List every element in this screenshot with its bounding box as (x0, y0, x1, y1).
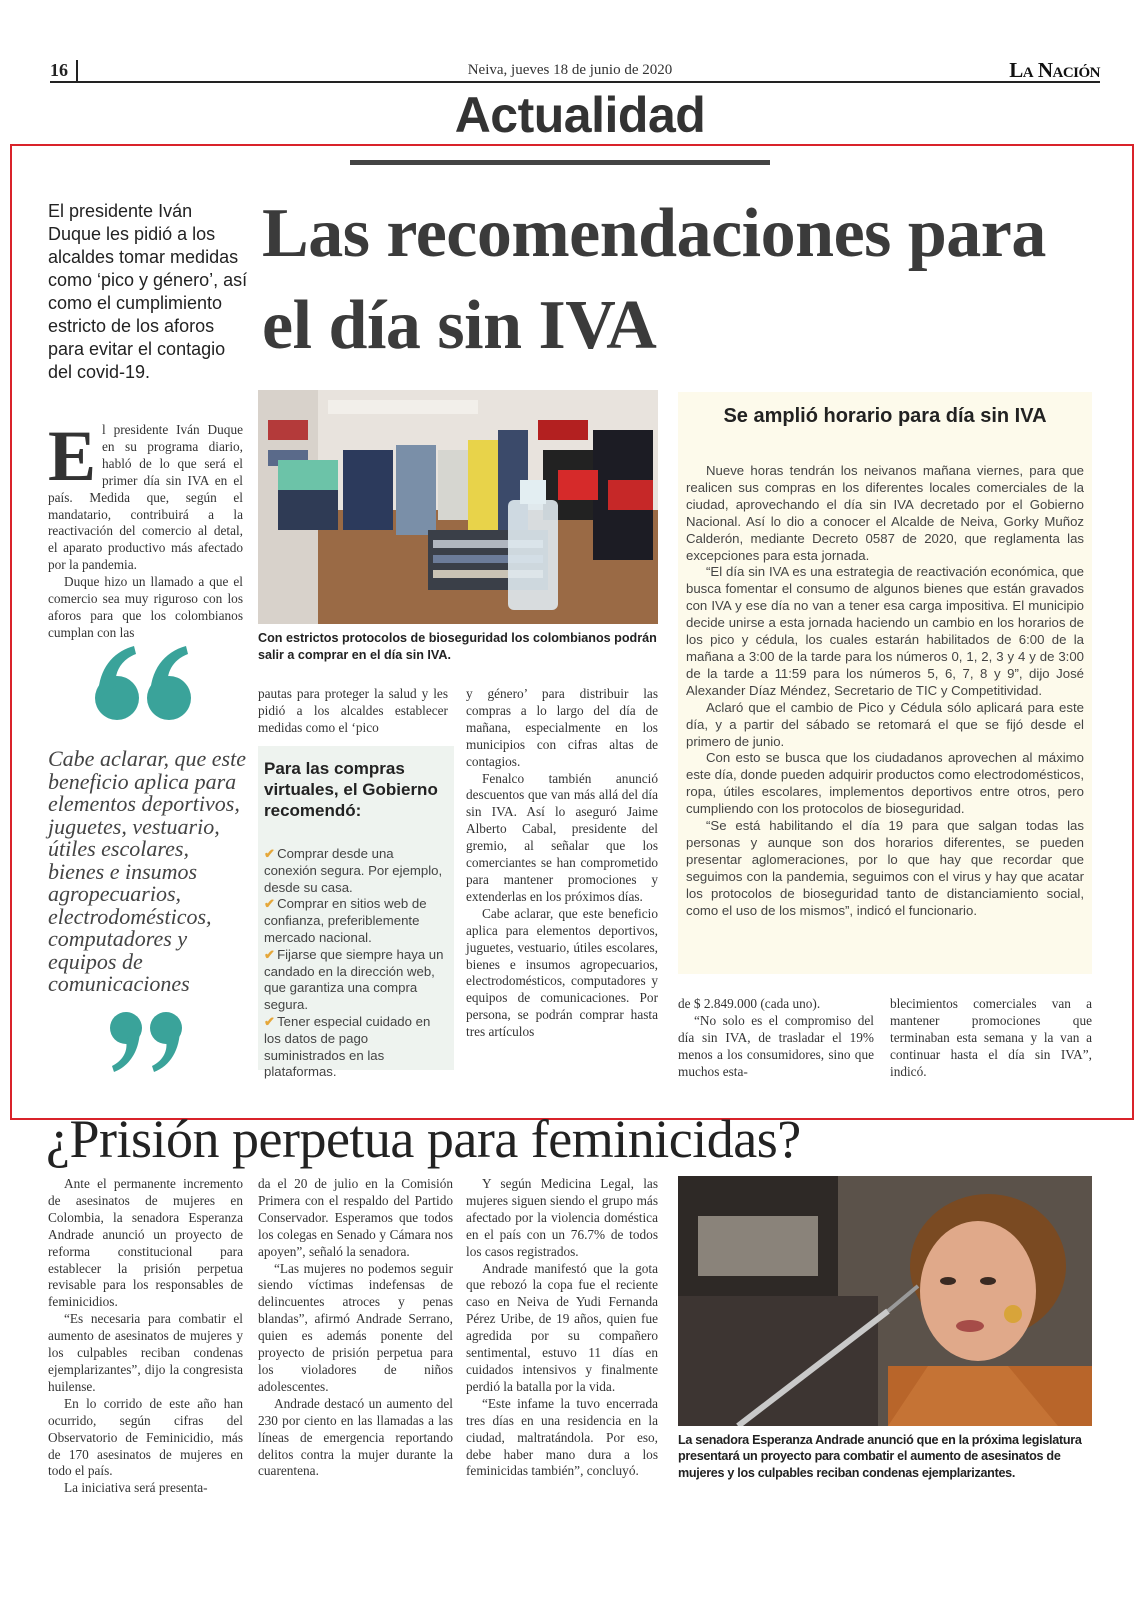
store-photo (258, 390, 658, 624)
paragraph: blecimientos comerciales van a mantener promociones que terminaban esta semana y la van a continuar hasta el día sin IVA”, indicó. (890, 996, 1092, 1079)
paragraph: Andrade destacó un aumento del 230 por ciento en las llamadas a las líneas de emergencia reportando delitos contra la mujer durante la cuarentena. (258, 1395, 453, 1479)
article2-column-1 (48, 1176, 243, 1497)
check-icon: ✔ (264, 896, 276, 912)
check-icon: ✔ (264, 946, 276, 962)
paragraph: de $ 2.849.000 (cada uno). (678, 996, 821, 1011)
check-icon: ✔ (264, 846, 276, 861)
paragraph: Cabe aclarar, que este beneficio aplica para elementos deportivos, juguetes, vestuario, útiles escolares, bienes e insumos agropecuarios, electrodomésticos, computadores y equipos de comunicaciones. Por persona, se podrán comprar hasta tres artículos (466, 905, 658, 1040)
paragraph: y género’ para distribuir las compras a lo largo del día de mañana, especialmente en los municipios con cifras altas de contagios. (466, 686, 658, 769)
article-column-2 (258, 686, 448, 737)
article-column-1 (48, 416, 243, 642)
senator-photo (678, 1176, 1092, 1426)
article2-column-3 (466, 1176, 658, 1480)
paragraph: “Es necesaria para combatir el aumento de asesinatos de mujeres y los culpables reciban condenas ejemplarizantes”, dijo la congresista huilense. (48, 1311, 243, 1394)
check-icon: ✔ (264, 1013, 276, 1029)
article2-column-2 (258, 1176, 453, 1480)
list-item: ✔ Fijarse que siempre haya un candado en la dirección web, que garantiza una compra segura. (264, 946, 444, 1013)
header-rule (50, 81, 1100, 83)
paragraph: Aclaró que el cambio de Pico y Cédula sólo aplicará para este día, y a partir del sábado se retomará el que se fijó desde el primero de junio. (686, 699, 1084, 749)
paragraph: En lo corrido de este año han ocurrido, según cifras del Observatorio de Feminicidio, más de 170 asesinatos de mujeres en todo el país. (48, 1395, 243, 1479)
page-number-divider (76, 60, 78, 82)
list-item: ✔ Comprar en sitios web de confianza, preferiblemente mercado nacional. (264, 896, 427, 945)
masthead-logo: La Nación (1009, 58, 1100, 82)
photo-caption: Con estrictos protocolos de bioseguridad los colombianos podrán salir a comprar en el día sin IVA. (258, 631, 657, 662)
paragraph: Nueve horas tendrán los neivanos mañana viernes, para que realicen sus compras en los diferentes locales comerciales de la ciudad, aprovechando el día sin IVA decretado por el Gobierno Nacional. Así lo dio a conocer el Alcalde de Neiva, Gorky Muñoz Calderón, mediante Decreto 0587 de 2020, que reglamenta las excepciones para esta jornada. (686, 463, 1084, 563)
article-column-5 (890, 996, 1092, 1081)
article-lead: El presidente Iván Duque les pidió a los alcaldes tomar medidas como ‘pico y género’, así como el cumplimiento estricto de los aforos para evitar el contagio del covid-19. (48, 201, 248, 382)
pull-quote: Cabe aclarar, que este beneficio aplica para elementos deportivos, juguetes, vestuario, útiles escolares, bienes e insumos agropecuarios, electrodomésticos, computadores y equipos de comunicaciones (48, 746, 246, 996)
paragraph: Y según Medicina Legal, las mujeres siguen siendo el grupo más afectado por la violencia doméstica en el país con un 76.7% de todos los casos registrados. (466, 1176, 658, 1259)
dateline: Neiva, jueves 18 de junio de 2020 (467, 62, 673, 78)
paragraph: da el 20 de julio en la Comisión Primera con el respaldo del Partido Conservador. Esperamos que todos los colegas en Senado y Cámara nos apoyen”, señaló la senadora. (258, 1176, 453, 1259)
paragraph: Fenalco también anunció descuentos que van más allá del día sin IVA. Así lo aseguró Jaime Alberto Cabal, presidente del gremio, al señalar que los comerciantes se han comprometido para mantener promociones y extenderlas en los próximos días. (466, 770, 658, 904)
page-number: 16 (50, 60, 68, 80)
list-item: ✔ Tener especial cuidado en los datos de pago suministrados en las plataformas. (264, 1013, 431, 1080)
article-column-3 (466, 686, 658, 1041)
paragraph: “Este infame la tuvo encerrada tres días en una residencia en la ciudad, maltratándola. Por eso, debe haber mano dura a los feminicidas también”, concluyó. (466, 1395, 658, 1479)
sidebar-body (686, 463, 1084, 919)
paragraph: Andrade manifestó que la gota que rebozó la copa fue el reciente caso en Neiva de Yudi Fernanda Pérez Uribe, de 19 años, quien fue agredida por su compañero sentimental, estuvo 11 días en cuidados intensivos y finalmente perdió la batalla por la vida. (466, 1260, 658, 1394)
recommendation-list (264, 846, 450, 1081)
article-column-4 (678, 996, 874, 1081)
paragraph: Duque hizo un llamado a que el comercio sea muy riguroso con los aforos para que los colombianos cumplan con las (48, 574, 243, 640)
open-quote-icon (90, 640, 200, 730)
paragraph: pautas para proteger la salud y les pidió a los alcaldes establecer medidas como el ‘pico (258, 686, 448, 735)
sidebar-title: Se amplió horario para día sin IVA (723, 405, 1047, 427)
recommendation-title: Para las compras virtuales, el Gobierno recomendó: (264, 759, 438, 820)
drop-cap: E (48, 416, 97, 496)
article2-title: ¿Prisión perpetua para feminicidas? (46, 1109, 801, 1169)
paragraph: “Las mujeres no podemos seguir siendo víctimas indefensas de delincuentes atroces y penas blandas”, afirmó Andrade Serrano, quien es además ponente del proyecto de prisión perpetua para los violadores de niños adolescentes. (258, 1260, 453, 1394)
list-item: ✔ Comprar desde una conexión segura. Por ejemplo, desde su casa. (264, 846, 443, 895)
paragraph: “El día sin IVA es una estrategia de reactivación económica, que busca fomentar el consumo de algunos bienes que están gravados con IVA y ese día no van a tener esa carga impositiva. El municipio decide unirse a esta jornada haciendo un cambio en los horarios de los pico y cédula, los cuales estarán habilitados de 6:00 de la mañana a 3:00 de la tarde para los números 0, 1, 2, 3 y 4 y de 3:00 de la tarde a 11:59 para los números 5, 6, 7, 8 y 9”, dijo José Alexander Díaz Méndez, Secretario de TIC y Competitividad. (686, 564, 1084, 698)
close-quote-icon (108, 1010, 188, 1080)
paragraph: “No solo es el compromiso del día sin IVA, de trasladar el 19% menos a los consumidores, sino que muchos esta- (678, 1012, 874, 1079)
paragraph: La iniciativa será presenta- (64, 1480, 208, 1496)
article-title: Las recomendaciones para el día sin IVA (262, 195, 1046, 364)
photo-caption: La senadora Esperanza Andrade anunció que en la próxima legislatura presentará un proyecto para combatir el aumento de asesinatos de mujeres y los culpables reciban condenas ejemplarizantes. (678, 1433, 1082, 1480)
paragraph: l presidente Iván Duque en su programa diario, habló de lo que será el primer día sin IVA en el país. Medida que, según el mandatario, contribuirá a la reactivación del comercio al detal, el aparato productivo más afectado por la pandemia. (48, 422, 243, 573)
paragraph: Ante el permanente incremento de asesinatos de mujeres en Colombia, la senadora Esperanza Andrade anunció un proyecto de reforma constitucional para establecer la prisión perpetua revisable para los responsables de feminicidios. (48, 1176, 243, 1310)
paragraph: “Se está habilitando el día 19 para que salgan todas las personas y aunque son dos horarios diferentes, se pueden presentar aglomeraciones, por lo que hay que recordar que seguimos con la pandemia, seguimos con el virus y hay que acatar los protocolos de bioseguridad tanto de distanciamiento social, como el uso de los mismos”, indicó el funcionario. (686, 818, 1084, 918)
section-title: Actualidad (454, 87, 706, 143)
paragraph: Con esto se busca que los ciudadanos aprovechen al máximo este día, donde pueden adquirir productos como electrodomésticos, ropa, útiles escolares, implementos deportivos entre otros, pero cumpliendo con los protocolos de bioseguridad. (686, 750, 1084, 817)
